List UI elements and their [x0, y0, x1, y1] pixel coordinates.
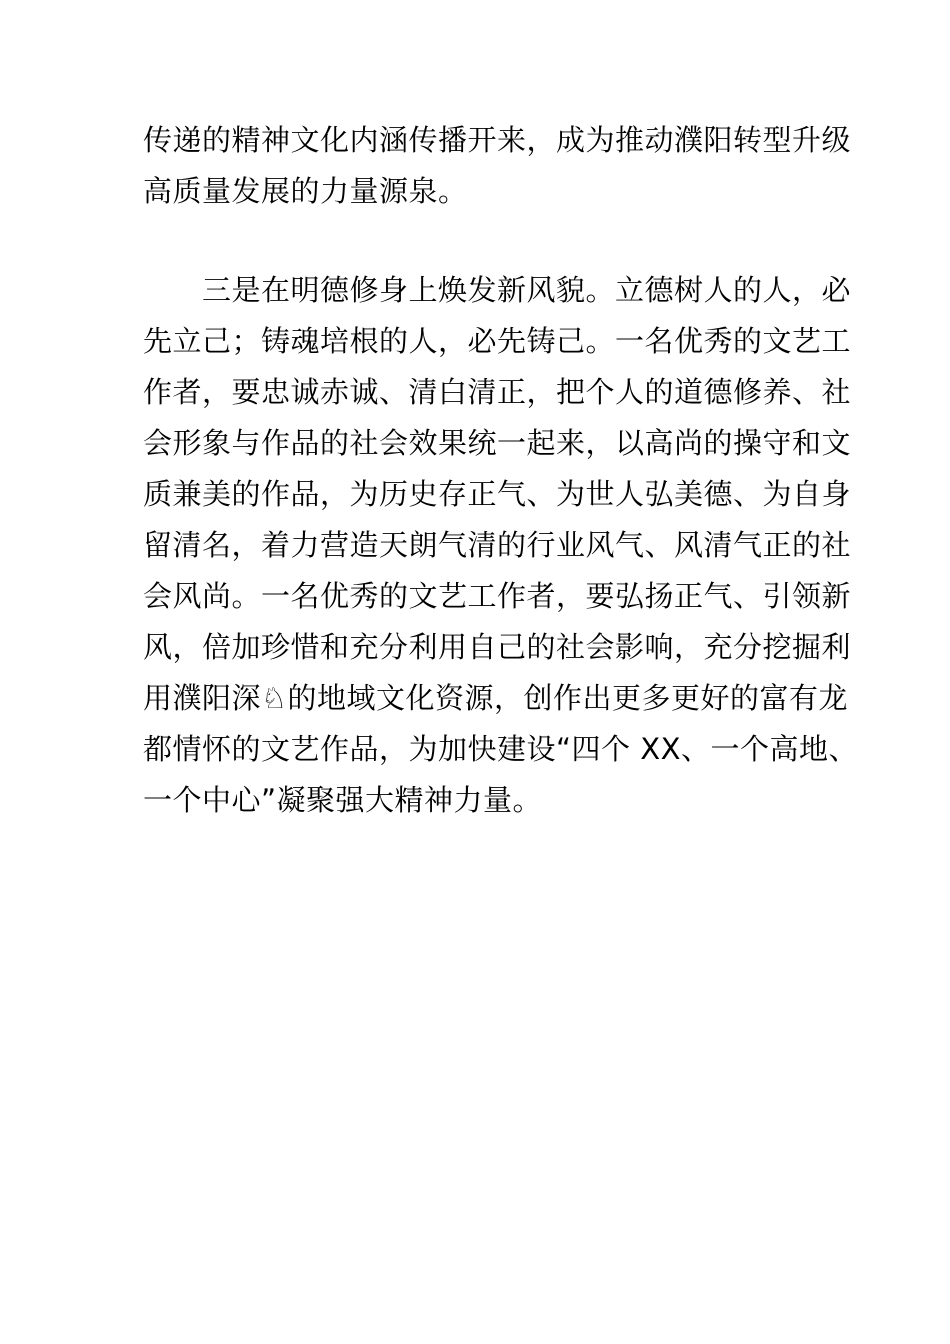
text-line: 先立己；铸魂培根的人，必先铸己。一名优秀的文艺工 — [143, 324, 852, 358]
text-line: 一个中心”凝聚强大精神力量。 — [143, 783, 543, 817]
text-line: 会风尚。一名优秀的文艺工作者，要弘扬正气、引领新 — [143, 579, 852, 613]
text-line: 用濮阳深♘的地域文化资源，创作出更多更好的富有龙 — [143, 681, 848, 715]
text-line: 都情怀的文艺作品，为加快建设“四个 XX、一个高地、 — [143, 732, 858, 766]
text-line: 质兼美的作品，为历史存正气、为世人弘美德、为自身 — [143, 477, 852, 511]
text-line: 三是在明德修身上焕发新风貌。立德树人的人，必 — [143, 273, 852, 307]
text-line: 传递的精神文化内涵传播开来，成为推动濮阳转型升级 — [143, 123, 852, 157]
text-line: 留清名，着力营造天朗气清的行业风气、风清气正的社 — [143, 528, 852, 562]
text-line: 高质量发展的力量源泉。 — [143, 174, 468, 208]
paragraph-2 — [143, 265, 858, 826]
text-line: 风，倍加珍惜和充分利用自己的社会影响，充分挖掘利 — [143, 630, 852, 664]
text-line: 会形象与作品的社会效果统一起来，以高尚的操守和文 — [143, 426, 852, 460]
text-line: 作者，要忠诚赤诚、清白清正，把个人的道德修养、社 — [143, 375, 852, 409]
paragraph-1 — [143, 115, 852, 217]
